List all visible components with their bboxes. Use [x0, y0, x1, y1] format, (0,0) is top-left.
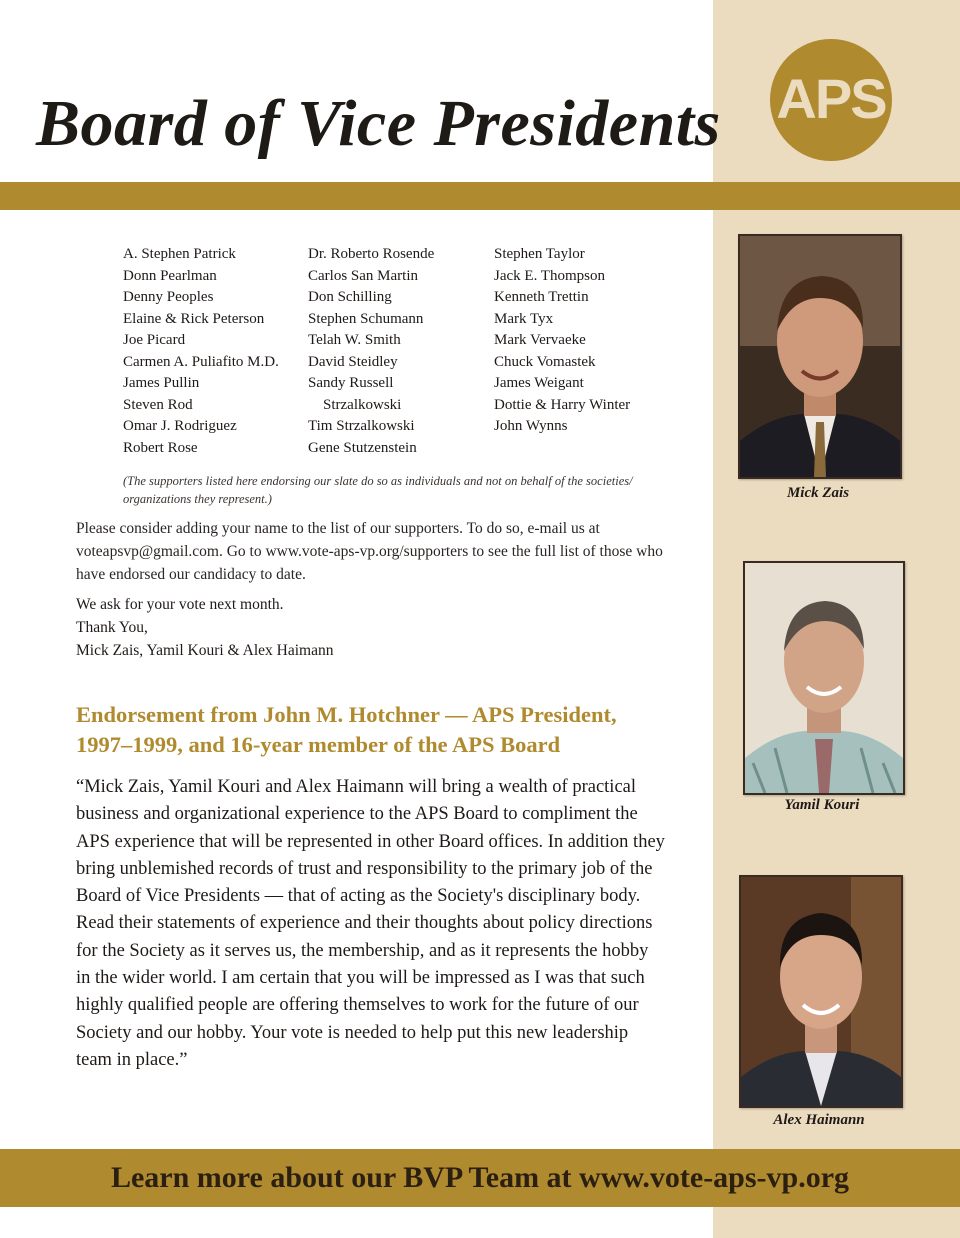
supporter-name: Chuck Vomastek — [494, 353, 596, 370]
supporter-name: Kenneth Trettin — [494, 289, 589, 305]
supporters-column-3 — [494, 244, 630, 438]
supporter-name: Dr. Roberto Rosende — [308, 246, 435, 262]
supporter-name: Gene Stutzenstein — [308, 439, 417, 456]
supporter-name: Mark Vervaeke — [494, 332, 586, 348]
candidate-caption: Yamil Kouri — [784, 797, 860, 813]
supporter-name: James Weigant — [494, 375, 584, 391]
supporter-name: Carmen A. Puliafito M.D. — [123, 353, 279, 370]
endorsement-heading: Endorsement from John M. Hotchner — APS President, 1997–1999, and 16-year member of the APS Board — [76, 702, 617, 757]
header-divider-band — [0, 182, 960, 210]
supporters-column-2 — [308, 244, 434, 459]
closing-signature: Mick Zais, Yamil Kouri & Alex Haimann — [76, 642, 334, 659]
supporter-name: Robert Rose — [123, 439, 198, 456]
supporter-name: Strzalkowski — [323, 396, 402, 413]
candidate-caption: Mick Zais — [786, 485, 850, 501]
invite-paragraph: Please consider adding your name to the list of our supporters. To do so, e-mail us at voteapsvp@gmail.com. Go to www.vote-aps-vp.org/supporters to see the full list of those who have endorsed our candidacy to date. — [76, 520, 663, 583]
supporter-name: Jack E. Thompson — [494, 267, 605, 284]
supporters-disclaimer: (The supporters listed here endorsing our slate do so as individuals and not on behalf of the societies/ organizations they represent.) — [123, 474, 633, 506]
supporter-name: Joe Picard — [123, 332, 186, 348]
supporter-name: Carlos San Martin — [308, 267, 418, 284]
candidate-photo-mick-zais — [738, 234, 902, 479]
supporter-name: Sandy Russell — [308, 375, 394, 391]
closing-line: Thank You, — [76, 619, 148, 636]
supporter-name: Dottie & Harry Winter — [494, 396, 631, 413]
supporter-name: John Wynns — [494, 418, 568, 434]
supporter-name: Omar J. Rodriguez — [123, 418, 237, 434]
supporter-name: Steven Rod — [123, 396, 193, 413]
footer-cta: Learn more about our BVP Team at www.vote-aps-vp.org — [110, 1161, 850, 1194]
closing-line: We ask for your vote next month. — [76, 596, 284, 613]
supporters-column-1 — [123, 244, 279, 459]
supporter-name: Stephen Taylor — [494, 246, 585, 262]
candidate-caption: Alex Haimann — [773, 1112, 865, 1128]
supporter-name: A. Stephen Patrick — [123, 246, 236, 262]
aps-logo — [768, 38, 894, 162]
candidate-photo-yamil-kouri — [743, 561, 905, 795]
closing-block — [76, 593, 676, 662]
page-title: Board of Vice Presidents — [36, 87, 721, 160]
supporter-name: Elaine & Rick Peterson — [123, 310, 265, 327]
logo-text: APS — [776, 67, 886, 130]
supporter-name: James Pullin — [123, 375, 200, 391]
supporter-name: Mark Tyx — [494, 310, 554, 327]
candidate-photo-alex-haimann — [739, 875, 903, 1108]
supporter-name: Tim Strzalkowski — [308, 418, 415, 434]
supporter-name: Don Schilling — [308, 289, 392, 305]
supporter-name: Telah W. Smith — [308, 332, 401, 348]
supporter-name: Stephen Schumann — [308, 310, 424, 327]
supporter-name: Denny Peoples — [123, 289, 214, 305]
supporter-name: David Steidley — [308, 353, 398, 370]
supporter-name: Donn Pearlman — [123, 267, 217, 284]
endorsement-quote: “Mick Zais, Yamil Kouri and Alex Haimann will bring a wealth of practical business and organizational experience to the APS Board to compliment the APS experience that will be represented in other Board offices. In addition they bring unblemished records of trust and responsibility to the primary job of the Board of Vice Presidents — that of acting as the Society's disciplinary body. Read their statements of experience and their thoughts about policy directions for the Society as it serves us, the membership, and as it represents the hobby in the wider world. I am certain that you will be impressed as I was that such highly qualified people are offering themselves to work for the future of our Society and our hobby. Your vote is needed to help put this new leadership team in place.” — [76, 777, 665, 1070]
